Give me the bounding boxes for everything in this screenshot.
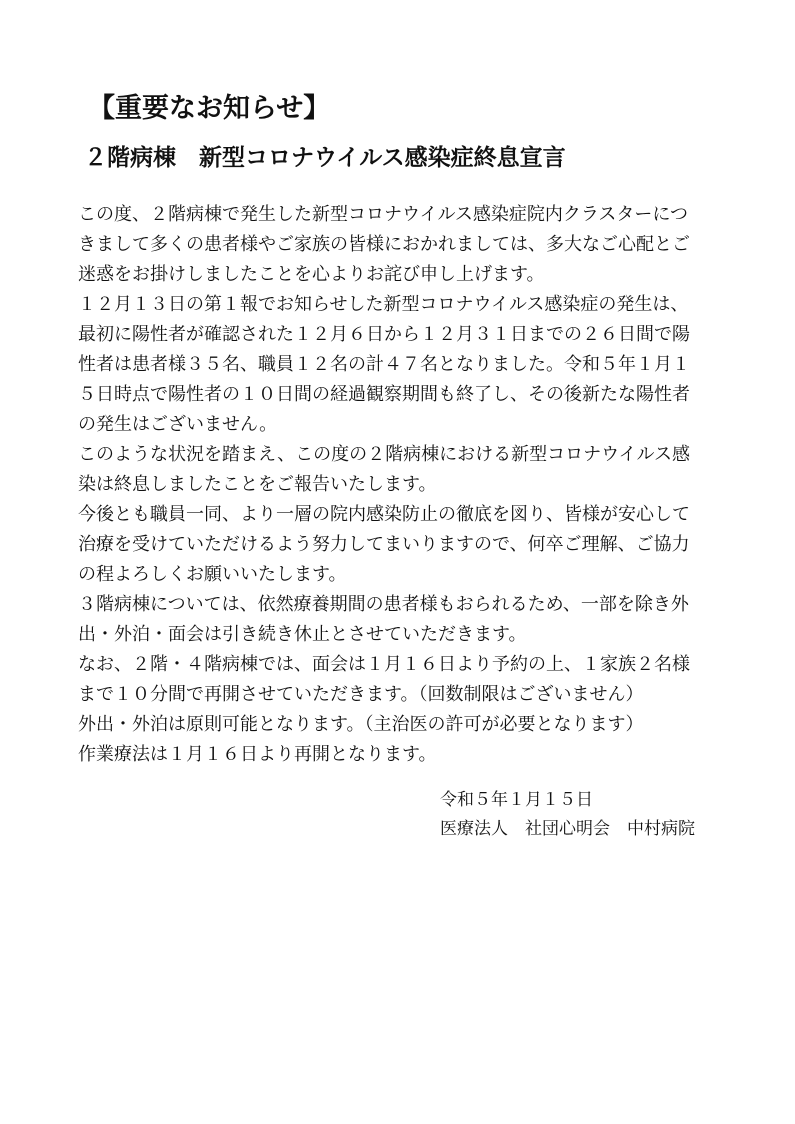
body-line: なお、２階・４階病棟では、面会は１月１６日より予約の上、１家族２名様 (78, 654, 690, 675)
body-line: 性者は患者様３５名、職員１２名の計４７名となりました。令和５年１月１ (78, 354, 690, 375)
body-line: まで１０分間で再開させていただきます。（回数制限はございません） (78, 684, 644, 705)
issuer-name: 医療法人 社団心明会 中村病院 (440, 819, 695, 839)
body-line: このような状況を踏まえ、この度の２階病棟における新型コロナウイルス感 (78, 444, 690, 465)
body-line: 染は終息しましたことをご報告いたします。 (78, 474, 437, 495)
notice-body (78, 200, 718, 770)
body-line: ５日時点で陽性者の１０日間の経過観察期間も終了し、その後新たな陽性者 (78, 384, 690, 405)
body-line: 作業療法は１月１６日より再開となります。 (78, 744, 437, 765)
body-line: 最初に陽性者が確認された１２月６日から１２月３１日までの２６日間で陽 (78, 324, 690, 345)
body-line: の発生はございません。 (78, 414, 278, 435)
body-line: きまして多くの患者様やご家族の皆様におかれましては、多大なご心配とご (78, 234, 690, 255)
body-line: 治療を受けていただけるよう努力してまいりますので、何卒ご理解、ご協力 (78, 534, 690, 555)
body-line: の程よろしくお願いいたします。 (78, 564, 347, 585)
body-line: ３階病棟については、依然療養期間の患者様もおられるため、一部を除き外 (78, 594, 689, 615)
body-line: １２月１３日の第１報でお知らせした新型コロナウイルス感染症の発生は、 (78, 294, 689, 315)
notice-heading: 【重要なお知らせ】 (88, 93, 331, 124)
body-line: 外出・外泊は原則可能となります。（主治医の許可が必要となります） (78, 714, 644, 735)
body-line: 出・外泊・面会は引き続き休止とさせていただきます。 (78, 624, 527, 645)
body-line: 迷惑をお掛けしましたことを心よりお詫び申し上げます。 (78, 264, 545, 285)
signature-block (440, 786, 695, 844)
body-line: 今後とも職員一同、より一層の院内感染防止の徹底を図り、皆様が安心して (78, 504, 690, 525)
notice-subheading: ２階病棟 新型コロナウイルス感染症終息宣言 (84, 145, 566, 171)
notice-date: 令和５年１月１５日 (440, 790, 593, 810)
body-line: この度、２階病棟で発生した新型コロナウイルス感染症院内クラスターにつ (78, 204, 689, 225)
